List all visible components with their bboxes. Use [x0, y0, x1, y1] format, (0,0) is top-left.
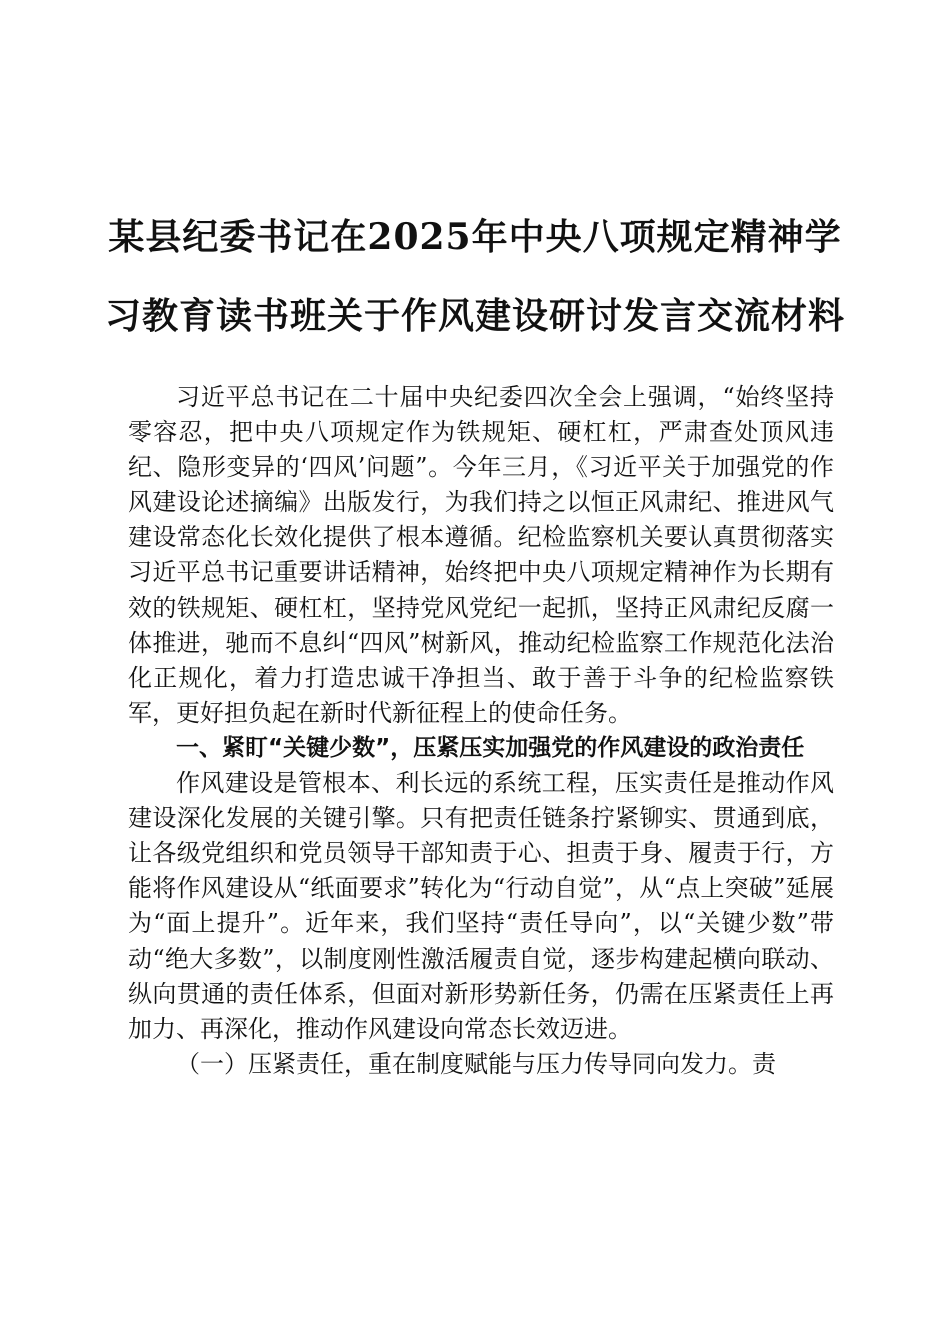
- document-body: [128, 380, 834, 1082]
- title-line-2: 习教育读书班关于作风建设研讨发言交流材料: [104, 295, 845, 337]
- title-line-1: 某县纪委书记在2025年中央八项规定精神学: [108, 216, 842, 258]
- intro-paragraph: 习近平总书记在二十届中央纪委四次全会上强调，“始终坚持零容忍，把中央八项规定作为铁规矩、硬杠杠，严肃查处顶风违纪、隐形变异的‘四风’问题”。今年三月，《习近平关于加强党的作风建设论述摘编》出版发行，为我们持之以恒正风肃纪、推进风气建设常态化长效化提供了根本遵循。纪检监察机关要认真贯彻落实习近平总书记重要讲话精神，始终把中央八项规定精神作为长期有效的铁规矩、硬杠杠，坚持党风党纪一起抓，坚持正风肃纪反腐一体推进，驰而不息纠“四风”树新风，推动纪检监察工作规范化法治化正规化，着力打造忠诚干净担当、敢于善于斗争的纪检监察铁军，更好担负起在新时代新征程上的使命任务。: [128, 383, 834, 727]
- section-1-paragraph: 作风建设是管根本、利长远的系统工程，压实责任是推动作风建设深化发展的关键引擎。只有把责任链条拧紧铆实、贯通到底，让各级党组织和党员领导干部知责于心、担责于身、履责于行，方能将作风建设从“纸面要求”转化为“行动自觉”，从“点上突破”延展为“面上提升”。近年来，我们坚持“责任导向”，以“关键少数”带动“绝大多数”，以制度刚性激活履责自觉，逐步构建起横向联动、纵向贯通的责任体系，但面对新形势新任务，仍需在压紧责任上再加力、再深化，推动作风建设向常态长效迈进。: [128, 769, 834, 1043]
- subsection-1-paragraph: （一）压紧责任，重在制度赋能与压力传导同向发力。责: [176, 1049, 776, 1078]
- document-title: [100, 198, 850, 356]
- section-heading-1: 一、紧盯“关键少数”，压紧压实加强党的作风建设的政治责任: [176, 734, 805, 761]
